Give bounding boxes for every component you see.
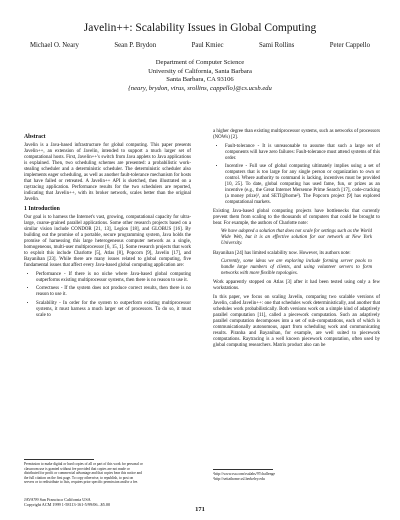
affiliation-city: Santa Barbara, CA 93106	[166, 76, 234, 84]
body-paragraph: Existing Java-based global computing projects have bottlenecks that currently prevent them from scaling to the thousands of computers that could be brought to bear. For example, the authors of Charlotte note:	[213, 208, 380, 226]
paper-title: Javelin++: Scalability Issues in Global Computing	[83, 22, 317, 34]
issue-item: • Performance - If there is no niche where Java-based global computing outperforms existing multiprocessor systems, then there is no reason to use it.	[36, 272, 191, 284]
abstract-text: Javelin is a Java-based infrastructure for global computing. This paper presents Javelin++, an extension of Javelin, intended to support a much larger set of computational hosts. First, Javelin++'s switch from Java applets to Java applications is explained. Then, two scheduling schemes are presented: a probabilistic work-stealing scheduler and a deterministic scheduler. The deterministic scheduler also implements eager scheduling, as well as another fault-tolerance mechanism for hosts that have failed or retreated. A Javelin++ API is sketched, then illustrated on a raytracing application. Performance results for the two schedulers are reported, indicating that Javelin++, with its broker network, scales better than the original Javelin.	[24, 143, 191, 203]
page-number: 171	[195, 506, 205, 513]
venue-line: JAVA'99 San Francisco California USA	[24, 497, 91, 502]
issue-list-continued	[213, 144, 380, 207]
left-column	[24, 132, 191, 321]
author-name: Paul Kmiec	[191, 42, 224, 49]
issue-list	[24, 272, 191, 319]
author-name: Sami Rollins	[258, 42, 295, 49]
divider	[24, 459, 94, 460]
issue-item: • Fault-tolerance - It is unreasonable to assume that such a large set of components will have zero failures: Fault-tolerance must attend systems of this order.	[225, 144, 380, 162]
body-paragraph: Bayanihan [24] has limited scalability now. However, its authors note:	[213, 250, 351, 256]
author-name: Sean P. Brydon	[114, 42, 157, 49]
affiliation-univ: University of California, Santa Barbara	[148, 67, 252, 75]
body-paragraph: a higher degree than existing multiprocessor systems, such as networks of processors (NOWs) [2].	[213, 129, 380, 141]
block-quote: Currently, some ideas we are exploring include forming server pools to handle large numbers of clients, and using volunteer servers to form networks with more flexible topologies.	[221, 259, 372, 277]
footnote-divider	[213, 469, 273, 470]
body-paragraph: In this paper, we focus on scaling Javelin, comparing two scalable versions of Javelin, called Javelin++: one that schedules work deterministically, and another that schedules work probabilistically. Both versions work on a simple kind of adaptively parallel computation [11], called a piecework computation. Such an adaptively parallel computation decomposes into a set of sub-computations, each of which is communicationally autonomous, apart from scheduling work and communicating results. Piranha and Bayanihan, for example, are well suited to piecework computations. Raytracing is a well known piecework computation, often used by global computing researchers. Matrix product also can be	[213, 294, 380, 349]
author-name: Michael O. Neary	[30, 42, 79, 49]
affiliation-dept: Department of Computer Science	[155, 59, 245, 66]
intro-paragraph: Our goal is to harness the Internet's vast, growing, computational capacity for ultra-large, coarse-grained parallel applications. Some other research projects based on a similar vision include CONDOR [21, 13], Legion [18], and GLOBUS [16]. By building out the promise of a portable, secure programming system, Java holds the promise of harnessing this large heterogeneous computer network as a single, homogeneous, multi-user multiprocessor [6, 15, 1]. Some research projects that work to exploit this include Charlotte [5], Atlas [8], Popcorn [9], Javelin [17], and Bayanihan [23]. While there are many issues related to global computing, five fundamental issues that affect every Java-based global computing application are:	[24, 215, 191, 269]
footnotes	[213, 472, 383, 482]
issue-item: • Incentive - Full use of global computing ultimately implies using a set of computers that is too large for any single person or organization to own or control. Where authority to command is lacking, incentives must be provided [10, 25]. To date, global computing has used fame, fun, or prizes as an incentive (e.g., the Great Internet Mersenne Prime Search [17], code-cracking (a money prize)¹, and SETI@home²). The Popcorn project [9] has explored computational markets.	[225, 164, 380, 206]
author-name: Peter Cappello	[329, 42, 370, 49]
author-list	[30, 42, 370, 49]
affiliation-email: {neary, brydon, virus, srollins, cappello}@cs.ucsb.edu	[128, 84, 272, 92]
issue-item: • Scalability - In order for the system to outperform existing multiprocessor systems, it must harness a much larger set of processors. To do so, it must scale to	[36, 301, 191, 319]
issue-item: • Correctness - If the system does not produce correct results, then there is no reason to use it.	[36, 286, 191, 298]
affiliation	[0, 59, 400, 93]
right-column	[213, 129, 380, 352]
body-paragraph: Work apparently stopped on Atlas [3] after it had been tested using only a few workstations.	[213, 280, 380, 292]
permission-notice: Permission to make digital or hard copies of all or part of this work for personal or classroom use is granted without fee provided that copies are not made or distributed for profit or commercial advantage and that copies bear this notice and the full citation on the first page. To copy otherwise, to republish, to post on servers or to redistribute to lists, requires prior specific permission and/or a fee.	[24, 462, 143, 485]
footnote: ²http://setiathome.ssl.berkeley.edu	[213, 476, 265, 481]
block-quote: We have adopted a solution that does not scale for settings such as the World Wide Web, but it is an effective solution for our network at New York University.	[221, 229, 372, 247]
copyright-line: Copyright ACM 1999 1-58113-161-5/99/06...$5.00	[24, 502, 111, 508]
footnote: ¹http://www.rsa.com/rsalabs/97challenge	[213, 472, 276, 476]
section-heading: 1 Introduction	[24, 206, 60, 213]
abstract-heading: Abstract	[24, 134, 46, 140]
